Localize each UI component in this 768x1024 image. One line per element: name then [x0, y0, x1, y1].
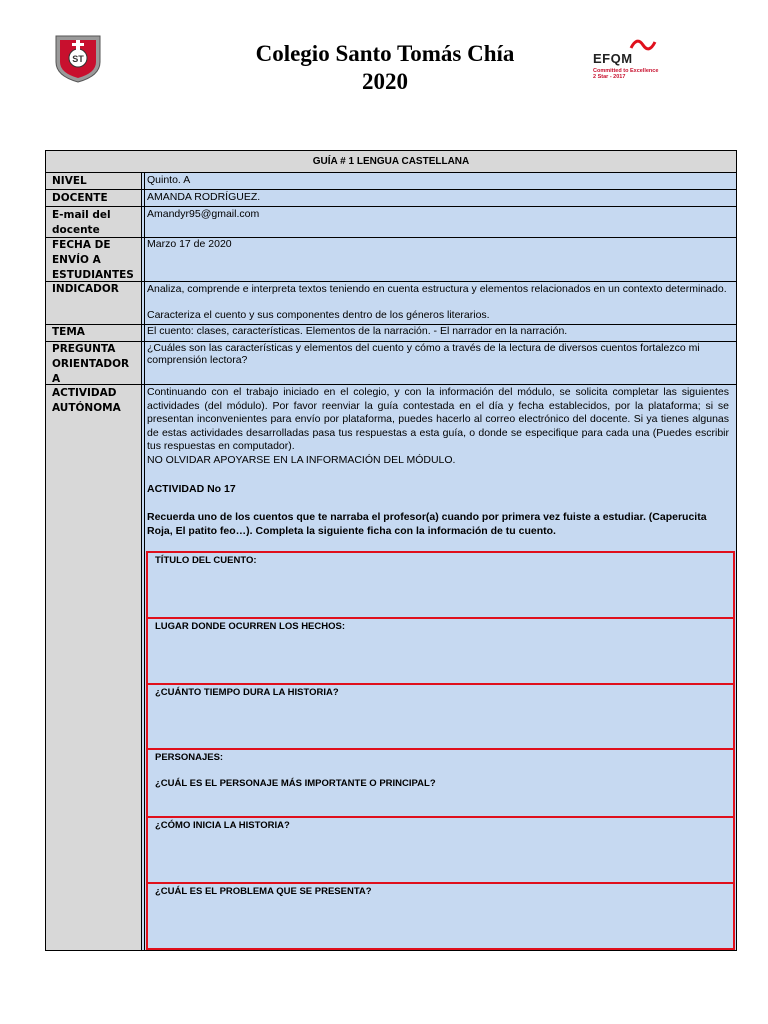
field-lugar[interactable] — [146, 617, 735, 685]
field-label: PERSONAJES: — [155, 752, 224, 763]
value-docente: AMANDA RODRÍGUEZ. — [147, 191, 261, 203]
guide-table — [45, 150, 737, 951]
field-label: ¿CÓMO INICIA LA HISTORIA? — [155, 820, 290, 831]
value-email[interactable]: Amandyr95@gmail.com — [147, 208, 260, 220]
svg-text:ST: ST — [72, 54, 84, 64]
value-pregunta: ¿Cuáles son las características y elementos del cuento y cómo a través de la lectura de diversos cuentos fortalezco mi comprensión lectora? — [147, 342, 700, 366]
field-tiempo[interactable] — [146, 683, 735, 750]
field-label: TÍTULO DEL CUENTO: — [155, 555, 257, 566]
field-label: ¿CUÁL ES EL PROBLEMA QUE SE PRESENTA? — [155, 886, 372, 897]
field-personajes[interactable] — [146, 748, 735, 818]
row-divider — [46, 281, 736, 282]
value-fecha: Marzo 17 de 2020 — [147, 238, 232, 250]
value-indicador: Analiza, comprende e interpreta textos teniendo en cuenta estructura y elementos relacionados en un contexto determinado. — [147, 283, 727, 295]
label-docente: DOCENTE — [52, 192, 108, 204]
label-email: E-mail del docente — [52, 209, 111, 236]
value-actividad-note: NO OLVIDAR APOYARSE EN LA INFORMACIÓN DEL MÓDULO. — [147, 454, 456, 466]
field-label: ¿CUÁNTO TIEMPO DURA LA HISTORIA? — [155, 687, 339, 698]
school-year: 2020 — [362, 69, 408, 94]
value-nivel: Quinto. A — [147, 174, 191, 186]
value-tema: El cuento: clases, características. Elementos de la narración. - El narrador en la narración. — [147, 325, 568, 337]
label-actividad: ACTIVIDAD AUTÓNOMA — [52, 387, 121, 414]
efqm-subtitle: Committed to Excellence — [593, 68, 659, 74]
school-logo — [50, 32, 106, 84]
efqm-logo — [593, 38, 667, 80]
row-divider — [46, 384, 736, 385]
activity-title: ACTIVIDAD No 17 — [147, 483, 236, 495]
field-label: LUGAR DONDE OCURREN LOS HECHOS: — [155, 621, 346, 632]
field-problema[interactable] — [146, 882, 735, 950]
label-pregunta: PREGUNTA ORIENTADOR A — [52, 343, 130, 385]
value-actividad: Continuando con el trabajo iniciado en el colegio, y con la información del módulo, se solicita completar las siguientes actividades (del módulo). Por favor reenviar la guía contestada en el día y fecha establecidos, por la plataforma; si se presentan inconvenientes para envío por plataforma, puedes hacerlo al correo electrónico del docente. Si ya tienes algunas de estas actividades desarrolladas pasa tus respuestas a esta guía, o donde se especifique para cada una (Puedes escribir tus respuestas en computador). — [147, 386, 729, 452]
value-indicador-2: Caracteriza el cuento y sus componentes dentro de los géneros literarios. — [147, 309, 490, 321]
row-divider — [46, 189, 736, 190]
field-titulo[interactable] — [146, 551, 735, 619]
activity-instructions: Recuerda uno de los cuentos que te narraba el profesor(a) cuando por primera vez fuiste a estudiar. (Caperucita Roja, El patito feo…). Completa la siguiente ficha con la información de tu cuento. — [147, 511, 707, 537]
row-divider — [46, 206, 736, 207]
efqm-name: EFQM — [593, 51, 633, 66]
field-inicio[interactable] — [146, 816, 735, 884]
label-nivel: NIVEL — [52, 175, 87, 187]
column-divider — [144, 173, 145, 950]
label-tema: TEMA — [52, 326, 85, 338]
school-name: Colegio Santo Tomás Chía — [255, 41, 515, 66]
label-fecha: FECHA DE ENVÍO A ESTUDIANTES — [52, 239, 134, 281]
field-label-2: ¿CUÁL ES EL PERSONAJE MÁS IMPORTANTE O PRINCIPAL? — [155, 778, 436, 789]
efqm-subtitle-2: 2 Star - 2017 — [593, 74, 626, 80]
label-indicador: INDICADOR — [52, 283, 119, 295]
table-caption: GUÍA # 1 LENGUA CASTELLANA — [46, 151, 736, 173]
